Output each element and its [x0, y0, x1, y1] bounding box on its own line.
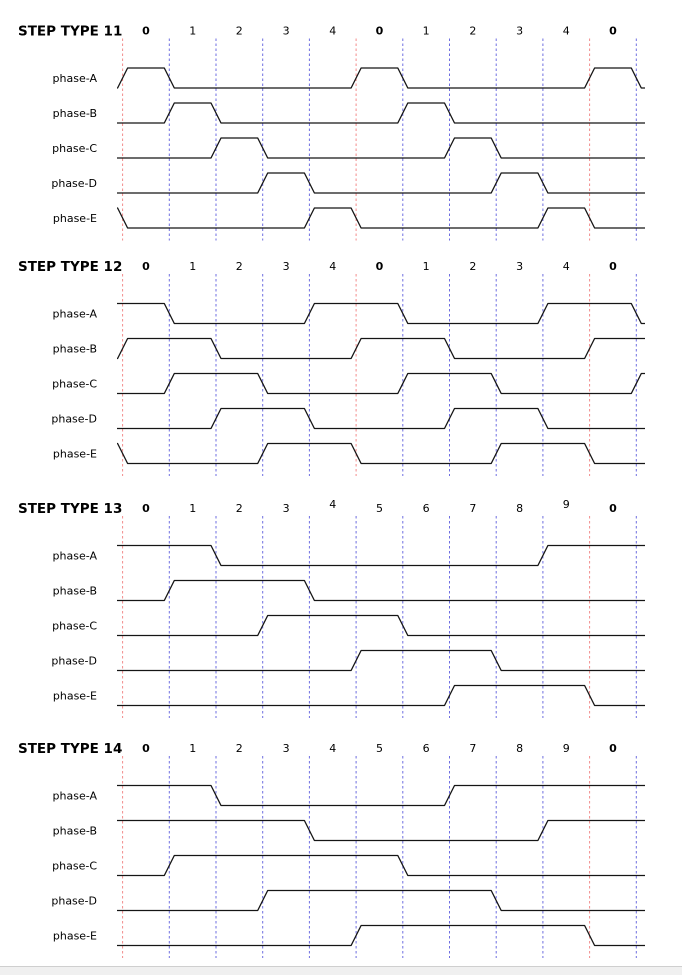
step-number-label: 2	[469, 24, 477, 38]
section-title: STEP TYPE 13	[18, 501, 123, 517]
waveform-phase-B	[117, 103, 645, 123]
phase-label: phase-C	[52, 142, 97, 155]
step-number-label: 1	[422, 260, 430, 273]
step-number-label: 4	[329, 260, 337, 273]
step-number-label: 1	[189, 502, 197, 515]
step-number-label: 4	[329, 24, 337, 38]
phase-label: phase-D	[51, 177, 97, 190]
step-number-label: 2	[235, 24, 243, 38]
step-number-label: 9	[562, 498, 570, 511]
bottom-page-strip	[0, 966, 682, 975]
phase-label: phase-A	[52, 307, 97, 321]
phase-label: phase-B	[52, 824, 97, 838]
section-step-type-13	[18, 498, 645, 718]
step-number-label: 3	[516, 24, 524, 38]
step-number-label: 6	[422, 742, 430, 755]
step-number-label: 4	[562, 24, 570, 38]
step-number-label: 0	[609, 502, 617, 515]
phase-label: phase-E	[52, 689, 97, 703]
step-number-label: 2	[235, 502, 243, 515]
step-number-label: 5	[376, 742, 383, 755]
step-number-label: 7	[469, 742, 477, 755]
waveform-phase-E	[117, 686, 645, 706]
step-number-label: 7	[469, 502, 477, 515]
waveform-phase-E	[117, 926, 645, 946]
step-number-label: 6	[422, 502, 430, 515]
waveform-phase-C	[117, 616, 645, 636]
phase-label: phase-D	[51, 654, 97, 668]
step-number-label: 2	[235, 742, 243, 755]
step-number-label: 9	[562, 742, 570, 755]
step-number-label: 2	[235, 260, 243, 273]
step-number-label: 0	[142, 502, 150, 515]
waveform-phase-D	[117, 651, 645, 671]
step-number-label: 1	[189, 260, 197, 273]
section-title: STEP TYPE 11	[18, 23, 123, 40]
step-number-label: 3	[282, 502, 290, 515]
section-title: STEP TYPE 14	[18, 741, 123, 757]
phase-label: phase-A	[52, 72, 97, 85]
waveform-phase-B	[117, 821, 645, 841]
waveform-phase-A	[117, 786, 645, 806]
step-number-label: 0	[375, 260, 384, 273]
step-number-label: 1	[189, 742, 197, 755]
waveform-phase-D	[117, 409, 645, 429]
phase-label: phase-A	[52, 789, 97, 803]
step-number-label: 4	[329, 498, 337, 511]
step-number-label: 4	[329, 742, 337, 755]
phase-label: phase-C	[52, 377, 97, 391]
section-step-type-14	[18, 741, 645, 958]
phase-label: phase-C	[52, 859, 97, 873]
waveform-phase-B	[117, 581, 645, 601]
step-number-label: 3	[282, 260, 290, 273]
step-number-label: 8	[516, 742, 524, 755]
waveform-phase-D	[117, 173, 645, 193]
waveform-phase-A	[117, 546, 645, 566]
step-number-label: 0	[142, 742, 150, 755]
waveform-phase-A	[117, 68, 645, 88]
phase-label: phase-E	[52, 447, 97, 461]
waveform-phase-A	[117, 304, 645, 324]
phase-label: phase-B	[52, 584, 97, 598]
phase-label: phase-E	[52, 212, 97, 225]
step-number-label: 1	[422, 24, 430, 38]
waveform-phase-C	[117, 856, 645, 876]
step-number-label: 4	[562, 260, 570, 273]
phase-label: phase-B	[52, 107, 97, 120]
step-number-label: 0	[609, 260, 617, 273]
section-step-type-12	[18, 259, 645, 476]
step-number-label: 0	[609, 742, 617, 755]
step-number-label: 8	[516, 502, 524, 515]
phase-label: phase-E	[52, 929, 97, 943]
waveform-phase-C	[117, 138, 645, 158]
phase-label: phase-D	[51, 894, 97, 908]
waveform-phase-C	[117, 374, 645, 394]
step-number-label: 3	[516, 260, 524, 273]
step-number-label: 3	[282, 742, 290, 755]
step-number-label: 1	[189, 24, 197, 38]
phase-label: phase-B	[52, 342, 97, 356]
section-step-type-11	[18, 24, 645, 241]
phase-label: phase-D	[51, 412, 97, 426]
step-number-label: 2	[469, 260, 477, 273]
phase-label: phase-C	[52, 619, 97, 633]
step-number-label: 0	[142, 260, 150, 273]
step-number-label: 3	[282, 24, 290, 38]
step-number-label: 0	[142, 24, 150, 38]
phase-label: phase-A	[52, 549, 97, 563]
section-title: STEP TYPE 12	[18, 259, 123, 275]
waveform-phase-E	[117, 208, 645, 228]
waveform-phase-D	[117, 891, 645, 911]
step-number-label: 0	[609, 24, 617, 38]
step-number-label: 5	[376, 502, 383, 515]
waveform-phase-B	[117, 339, 645, 359]
waveform-phase-E	[117, 444, 645, 464]
step-number-label: 0	[375, 24, 384, 38]
